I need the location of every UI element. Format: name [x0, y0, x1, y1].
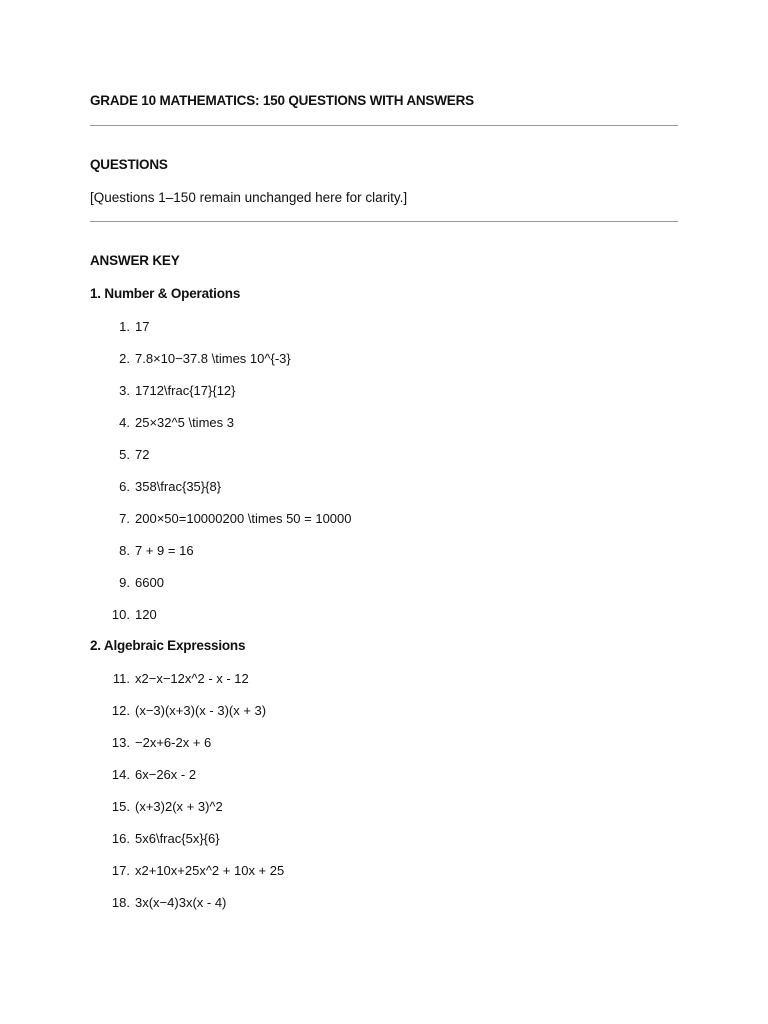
- answer-number: 3.: [119, 383, 130, 398]
- answer-number: 8.: [119, 543, 130, 558]
- answer-text: −2x+6-2x + 6: [135, 735, 212, 750]
- answer-number: 2.: [119, 351, 130, 366]
- answer-text: 5x6\frac{5x}{6}: [135, 831, 220, 846]
- answer-text: 358\frac{35}{8}: [135, 479, 222, 494]
- answer-number: 14.: [111, 767, 130, 782]
- answer-text: 120: [135, 607, 157, 622]
- answer-number: 5.: [119, 447, 130, 462]
- answer-number: 10.: [111, 607, 130, 622]
- document-title: GRADE 10 MATHEMATICS: 150 QUESTIONS WITH ANSWERS: [90, 93, 474, 108]
- answer-number: 13.: [111, 735, 130, 750]
- answer-number: 11.: [112, 671, 130, 686]
- answer-text: 72: [135, 447, 150, 462]
- answer-text: 17: [135, 319, 150, 334]
- answer-text: 3x(x−4)3x(x - 4): [135, 895, 227, 910]
- answer-number: 17.: [111, 863, 130, 878]
- answer-text: 7.8×10−37.8 \times 10^{-3}: [135, 351, 291, 366]
- answer-number: 4.: [119, 415, 130, 430]
- section-heading-number-operations: 1. Number & Operations: [90, 286, 241, 301]
- answer-text: x2−x−12x^2 - x - 12: [135, 671, 249, 686]
- answer-text: 1712\frac{17}{12}: [135, 383, 236, 398]
- horizontal-rule: [90, 221, 678, 222]
- answer-number: 12.: [111, 703, 130, 718]
- answer-number: 6.: [119, 479, 130, 494]
- answer-text: 7 + 9 = 16: [135, 543, 194, 558]
- answer-text: (x+3)2(x + 3)^2: [135, 799, 223, 814]
- answer-number: 7.: [119, 511, 130, 526]
- answer-text: x2+10x+25x^2 + 10x + 25: [135, 863, 285, 878]
- answer-text: 6x−26x - 2: [135, 767, 197, 782]
- answer-number: 18.: [111, 895, 130, 910]
- answer-text: 25×32^5 \times 3: [135, 415, 234, 430]
- answer-number: 1.: [119, 319, 130, 334]
- answer-key-heading: ANSWER KEY: [90, 253, 180, 268]
- answer-number: 9.: [119, 575, 130, 590]
- horizontal-rule: [90, 125, 678, 126]
- questions-heading: QUESTIONS: [90, 157, 168, 172]
- answer-text: (x−3)(x+3)(x - 3)(x + 3): [135, 703, 267, 718]
- answer-text: 6600: [135, 575, 164, 590]
- section-heading-algebraic-expressions: 2. Algebraic Expressions: [90, 638, 246, 653]
- answer-text: 200×50=10000200 \times 50 = 10000: [135, 511, 352, 526]
- questions-note: [Questions 1–150 remain unchanged here for clarity.]: [90, 190, 408, 205]
- answer-number: 16.: [111, 831, 130, 846]
- answer-number: 15.: [111, 799, 130, 814]
